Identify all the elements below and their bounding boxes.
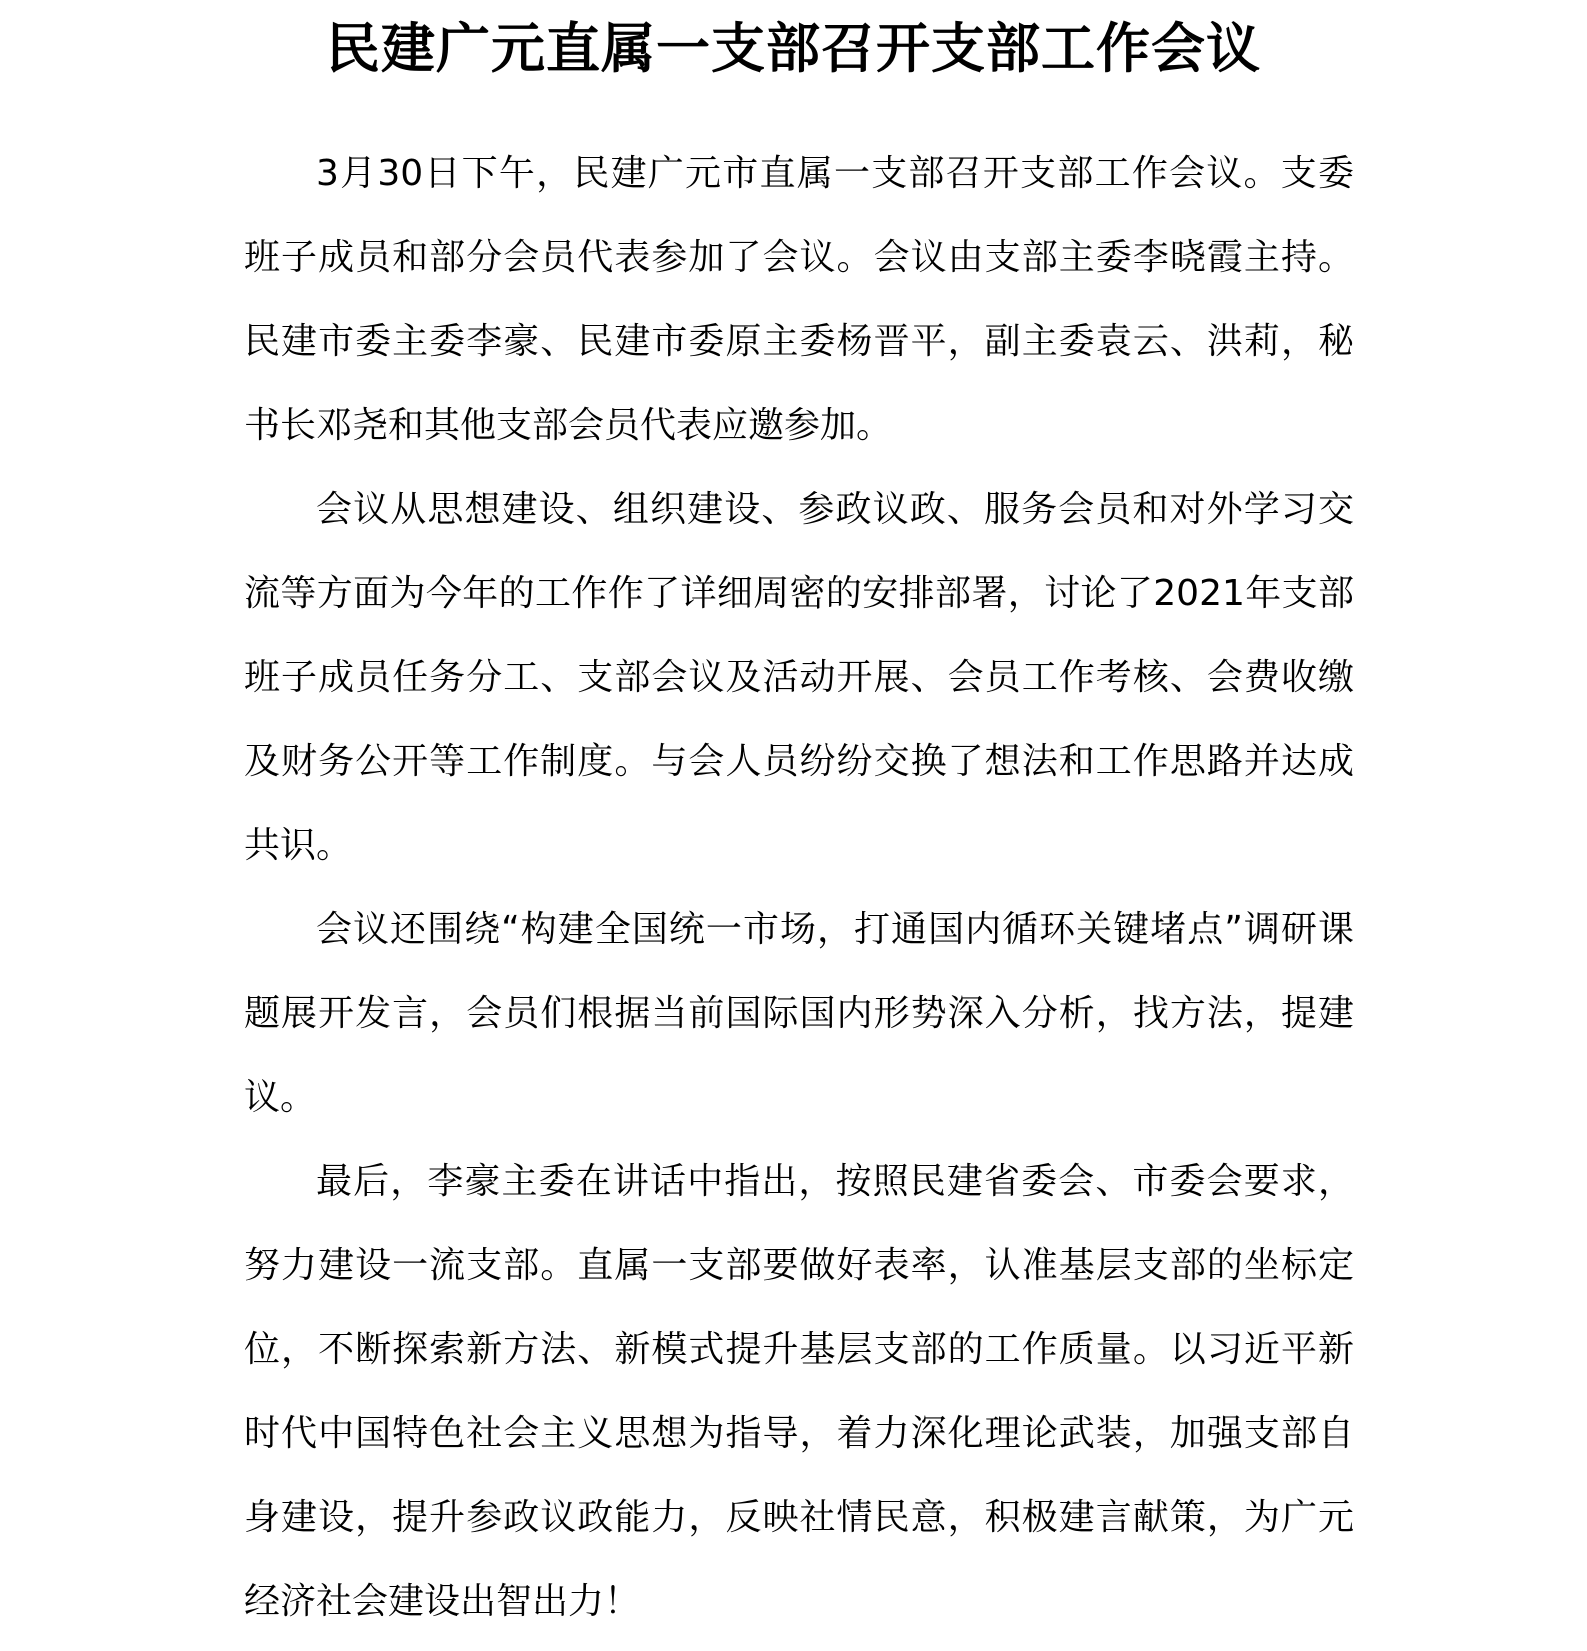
paragraph-4: 最后，李豪主委在讲话中指出，按照民建省委会、市委会要求，努力建设一流支部。直属一支部要做好表率，认准基层支部的坐标定位，不断探索新方法、新模式提升基层支部的工作质量。以习近平新时代中国特色社会主义思想为指导，着力深化理论武装，加强支部自身建设，提升参政议政能力，反映社情民意，积极建言献策，为广元经济社会建设出智出力！ bbox=[244, 1161, 1354, 1622]
paragraph-3: 会议还围绕“构建全国统一市场，打通国内循环关键堵点”调研课题展开发言，会员们根据当前国际国内形势深入分析，找方法，提建议。 bbox=[244, 909, 1354, 1118]
document-body bbox=[244, 132, 1354, 1644]
paragraph-2: 会议从思想建设、组织建设、参政议政、服务会员和对外学习交流等方面为今年的工作作了详细周密的安排部署，讨论了2021年支部班子成员任务分工、支部会议及活动开展、会员工作考核、会费收缴及财务公开等工作制度。与会人员纷纷交换了想法和工作思路并达成共识。 bbox=[244, 489, 1354, 866]
document-title: 民建广元直属一支部召开支部工作会议 bbox=[326, 16, 1261, 80]
paragraph-1: 3月30日下午，民建广元市直属一支部召开支部工作会议。支委班子成员和部分会员代表参加了会议。会议由支部主委李晓霞主持。民建市委主委李豪、民建市委原主委杨晋平，副主委袁云、洪莉，秘书长邓尧和其他支部会员代表应邀参加。 bbox=[244, 153, 1354, 446]
